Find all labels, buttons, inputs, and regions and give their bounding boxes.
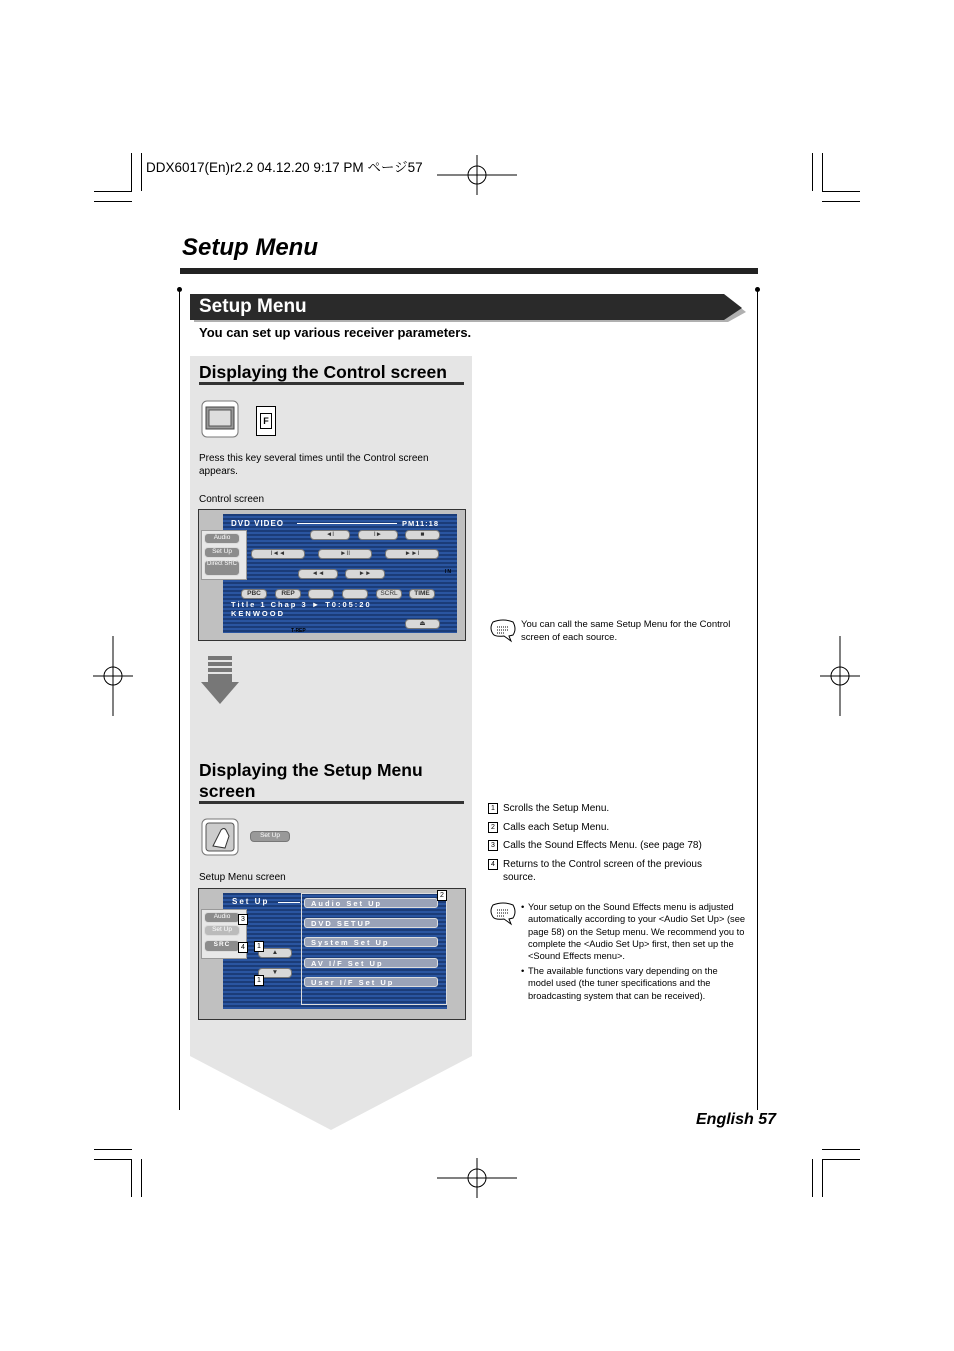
setup-button[interactable]: Set Up: [204, 925, 240, 936]
audio-button[interactable]: Audio: [204, 912, 240, 923]
rep-button[interactable]: REP: [275, 589, 301, 599]
setup-title: Set Up: [232, 897, 270, 906]
registration-mark-left: [93, 636, 133, 716]
menu-item-user-if-setup[interactable]: User I/F Set Up: [304, 977, 438, 987]
skip-back-button[interactable]: I◄◄: [251, 549, 305, 559]
legend-text: Calls the Sound Effects Menu. (see page 78): [503, 840, 702, 851]
scrl-button[interactable]: SCRL: [376, 589, 402, 599]
note-functions-vary: The available functions vary depending on the model used (the tuner specifications and the broadcasting system that can be received).: [528, 966, 718, 1001]
instruction-text: Press this key several times until the Control screen appears.: [199, 453, 429, 477]
callout-number: 4: [238, 942, 248, 953]
note-icon: [489, 902, 517, 926]
crop-mark: [131, 153, 132, 191]
panel-arrow: [190, 1056, 472, 1130]
next-chapter-button[interactable]: I►: [358, 530, 398, 540]
intro-text: You can set up various receiver parameters.: [199, 325, 472, 340]
legend-number: 2: [488, 822, 498, 833]
brand-label: KENWOOD: [231, 609, 285, 618]
registration-mark-bottom: [437, 1158, 517, 1198]
page-footer: English 57: [696, 1111, 777, 1128]
eject-button[interactable]: ⏏: [405, 619, 440, 629]
fast-forward-button[interactable]: ►►: [345, 569, 385, 579]
crop-mark: [94, 1149, 132, 1150]
legend-number: 4: [488, 859, 498, 870]
legend-text: Returns to the Control screen of the previous source.: [503, 859, 702, 883]
page-title: Setup Menu: [182, 234, 318, 261]
callout-number: 1: [254, 975, 264, 986]
setup-touch-key[interactable]: Set Up: [250, 831, 290, 842]
legend-text: Scrolls the Setup Menu.: [503, 803, 610, 814]
crop-mark: [822, 153, 823, 191]
down-arrow-icon: [201, 656, 239, 704]
pbc-button[interactable]: PBC: [241, 589, 267, 599]
legend-number: 1: [488, 803, 498, 814]
margin-rule-left: [179, 290, 180, 1110]
callout-number: 2: [437, 890, 447, 901]
crop-mark: [822, 201, 860, 202]
rewind-button[interactable]: ◄◄: [298, 569, 338, 579]
trep-indicator: T-REP: [291, 628, 306, 634]
crop-mark: [812, 153, 813, 191]
f-key-icon: [256, 406, 276, 436]
crop-mark: [822, 191, 860, 192]
callout-number: 1: [254, 941, 264, 952]
legend-text: Calls each Setup Menu.: [503, 822, 610, 833]
registration-mark-top: [437, 155, 517, 195]
bullet-marker: •: [521, 966, 525, 977]
scroll-down-button[interactable]: ▼: [258, 968, 292, 978]
crop-mark: [131, 1159, 132, 1197]
src-button[interactable]: SRC: [204, 940, 240, 952]
crop-mark: [822, 1159, 860, 1160]
crop-mark: [141, 153, 142, 191]
margin-dot: [177, 287, 182, 292]
margin-rule-right: [757, 290, 758, 1110]
prev-chapter-button[interactable]: ◄I: [310, 530, 350, 540]
crop-mark: [94, 201, 132, 202]
note-icon: [489, 619, 517, 643]
status-line: Title 1 Chap 3 ► T0:05:20: [231, 600, 372, 609]
menu-frame: [301, 893, 447, 1005]
skip-forward-button[interactable]: ►►I: [385, 549, 439, 559]
time-button[interactable]: TIME: [409, 589, 435, 599]
crop-mark: [141, 1159, 142, 1197]
registration-mark-right: [820, 636, 860, 716]
note-sound-effects: Your setup on the Sound Effects menu is adjusted automatically according to your <Audio Set Up> (see page 58) on the Setup menu. We recommend you to complete the <Audio Set Up> first, then set up the <Sound Effects menu>.: [528, 902, 746, 962]
note-setup-menu: You can call the same Setup Menu for the Control screen of each source.: [521, 619, 731, 643]
section-rule: [199, 801, 464, 804]
crop-mark: [822, 1149, 860, 1150]
crop-mark: [812, 1159, 813, 1197]
menu-item-system-setup[interactable]: System Set Up: [304, 937, 438, 947]
margin-dot: [755, 287, 760, 292]
title-rule: [180, 268, 758, 274]
legend-number: 3: [488, 840, 498, 851]
play-pause-button[interactable]: ►II: [318, 549, 372, 559]
control-screen-caption: Control screen: [199, 494, 265, 505]
crop-mark: [94, 191, 132, 192]
title-line: [278, 902, 300, 903]
menu-item-dvd-setup[interactable]: DVD SETUP: [304, 918, 438, 928]
bullet-marker: •: [521, 902, 525, 913]
section-title-control: Displaying the Control screen: [199, 362, 447, 382]
blank-button[interactable]: [308, 589, 334, 599]
blank-button[interactable]: [342, 589, 368, 599]
section-rule: [199, 382, 464, 385]
callout-number: 3: [238, 914, 248, 925]
control-title: DVD VIDEO: [231, 519, 285, 528]
print-header: DDX6017(En)r2.2 04.12.20 9:17 PM ページ57: [146, 160, 423, 175]
audio-button[interactable]: Audio: [204, 533, 240, 544]
menu-item-audio-setup[interactable]: Audio Set Up: [304, 898, 438, 908]
section-title-setup: Displaying the Setup Menu screen: [199, 760, 423, 801]
setup-screen-caption: Setup Menu screen: [199, 872, 286, 883]
crop-mark: [94, 1159, 132, 1160]
in-indicator: IN: [445, 569, 452, 575]
title-line: [297, 523, 397, 524]
crop-mark: [822, 1159, 823, 1197]
f-key-inner: F: [260, 413, 272, 429]
setup-button[interactable]: Set Up: [204, 547, 240, 558]
control-clock: PM11:18: [402, 519, 440, 528]
menu-item-av-if-setup[interactable]: AV I/F Set Up: [304, 958, 438, 968]
touch-icon: [201, 818, 239, 856]
banner-title: Setup Menu: [199, 296, 307, 317]
monitor-key-icon: [201, 400, 239, 438]
direct-src-button[interactable]: Direct SRC: [204, 560, 240, 576]
stop-button[interactable]: ■: [405, 530, 440, 540]
scroll-up-button[interactable]: ▲: [258, 948, 292, 958]
